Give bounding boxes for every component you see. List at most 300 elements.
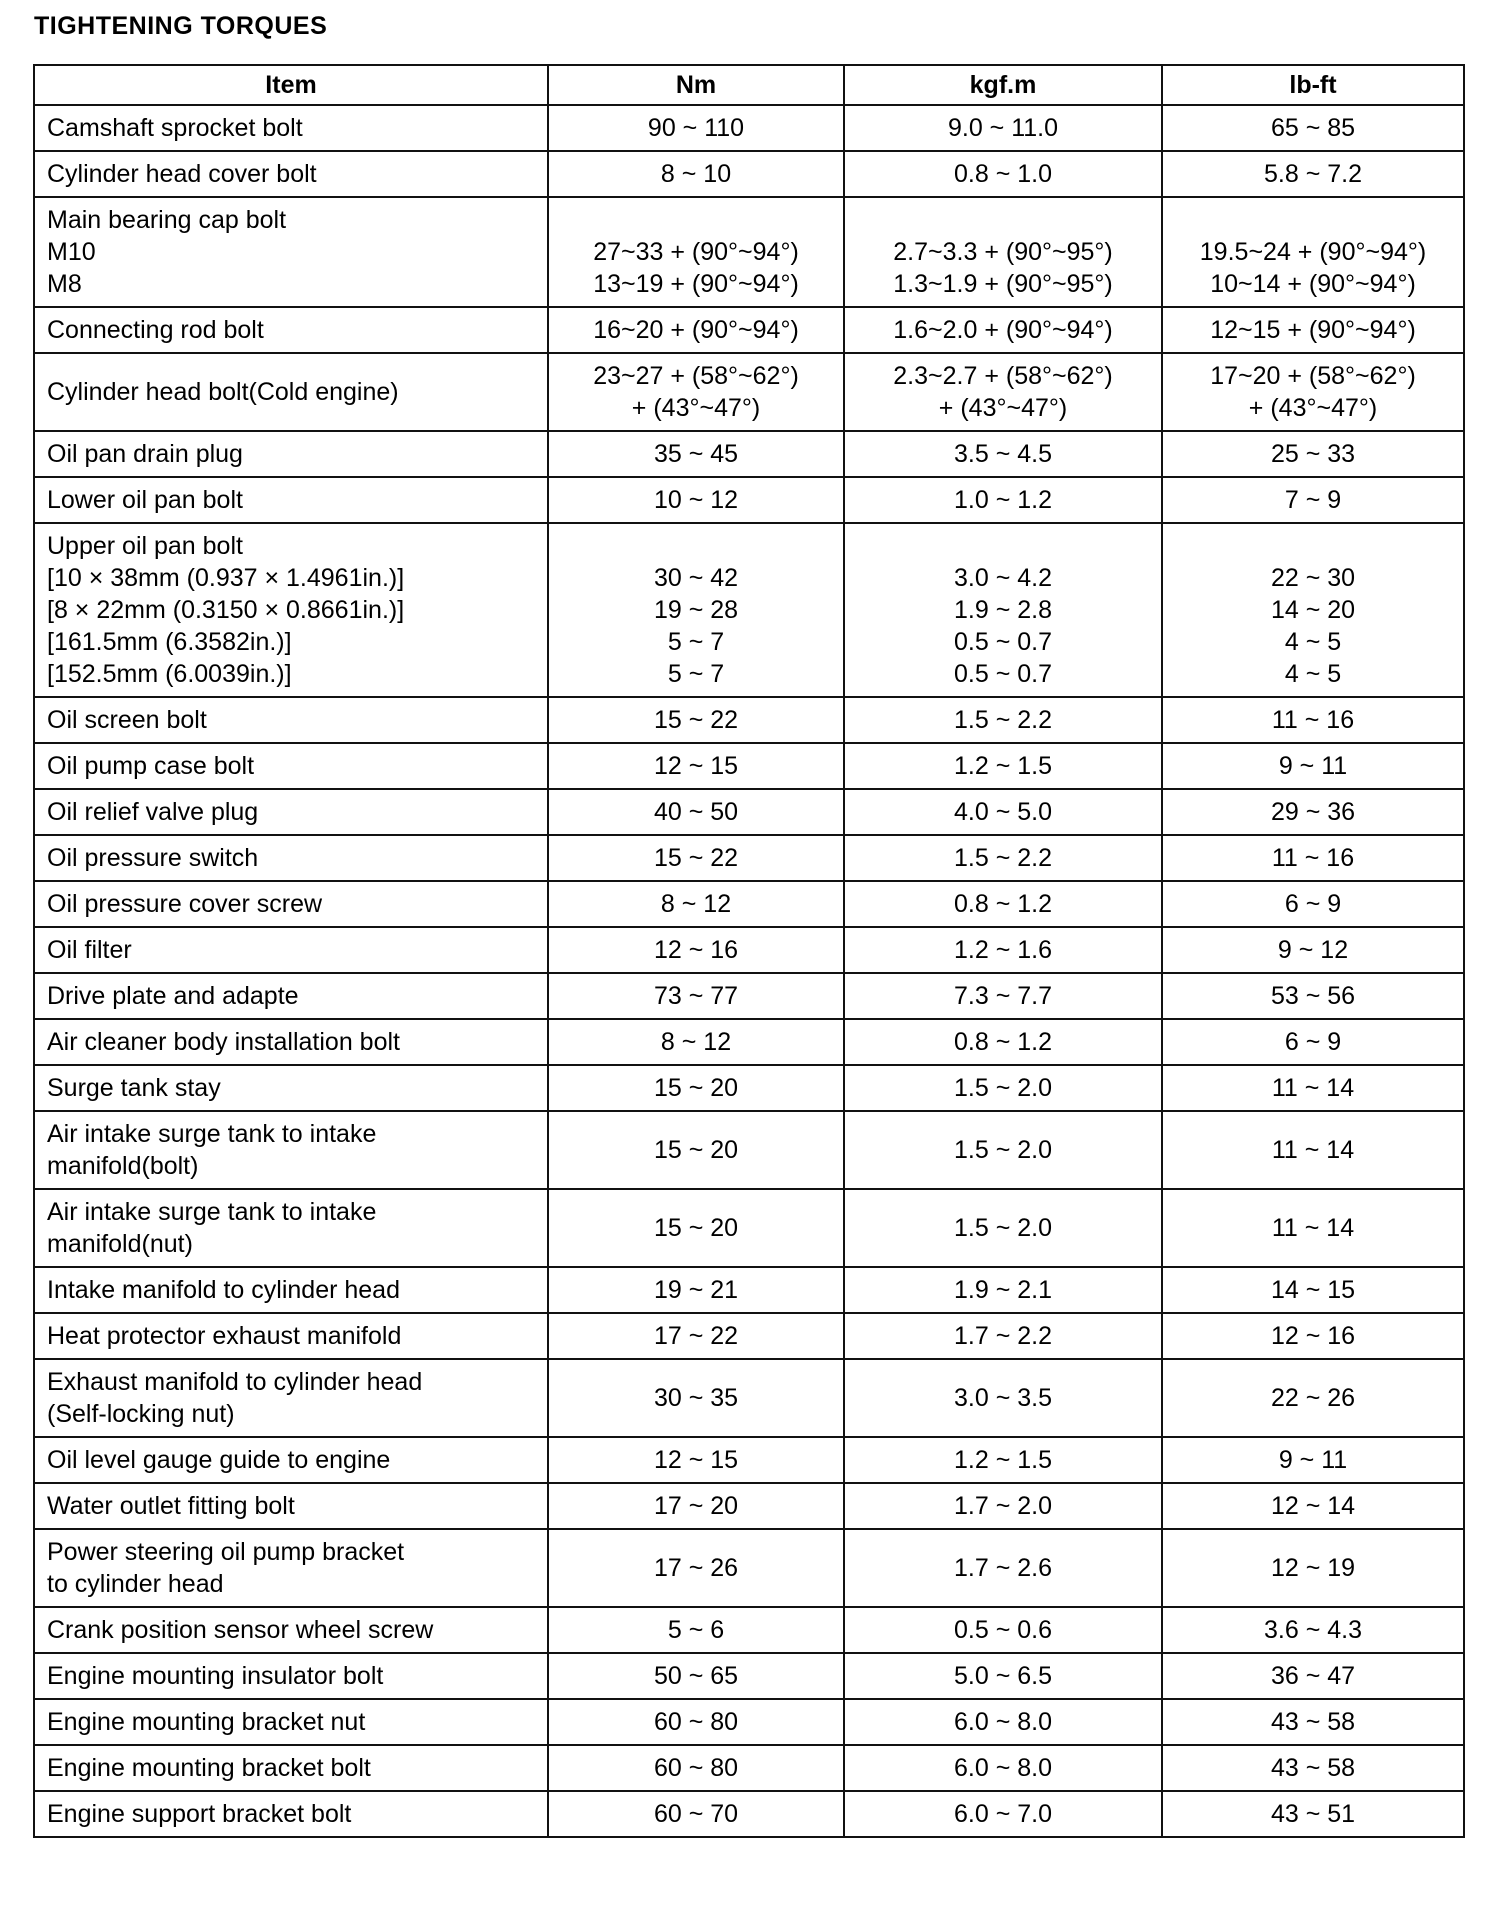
nm-cell [548, 927, 844, 973]
cell-line: Oil level gauge guide to engine [47, 1446, 391, 1474]
cell-line: 3.0 ~ 3.5 [954, 1384, 1052, 1412]
cell-line: Heat protector exhaust manifold [47, 1322, 402, 1350]
table-row [34, 151, 1464, 197]
kgf-m-cell [844, 1653, 1162, 1699]
cell-line: 1.7 ~ 2.0 [954, 1492, 1052, 1520]
item-cell [34, 1607, 548, 1653]
lb-ft-cell [1162, 1267, 1464, 1313]
nm-cell [548, 1359, 844, 1437]
table-row [34, 1111, 1464, 1189]
cell-line: 5.8 ~ 7.2 [1264, 160, 1362, 188]
cell-line: 11 ~ 14 [1271, 1074, 1355, 1102]
kgf-m-cell [844, 697, 1162, 743]
item-cell [34, 1111, 548, 1189]
item-cell [34, 431, 548, 477]
cell-line: 60 ~ 70 [653, 1800, 739, 1828]
cell-line: 43 ~ 51 [1270, 1800, 1356, 1828]
lb-ft-cell [1162, 835, 1464, 881]
cell-line: 3.5 ~ 4.5 [954, 440, 1052, 468]
cell-line: 5 ~ 7 [667, 628, 725, 656]
cell-line: Water outlet fitting bolt [47, 1492, 295, 1520]
cell-line: [10 × 38mm (0.937 × 1.4961in.)] [47, 564, 405, 592]
cell-line: 7 ~ 9 [1284, 486, 1342, 514]
cell-line: 12 ~ 16 [1270, 1322, 1356, 1350]
cell-line: 1.9 ~ 2.1 [954, 1276, 1052, 1304]
kgf-m-cell [844, 477, 1162, 523]
item-cell [34, 789, 548, 835]
kgf-m-cell [844, 1437, 1162, 1483]
cell-line: 0.8 ~ 1.2 [954, 890, 1052, 918]
nm-cell [548, 1019, 844, 1065]
nm-cell [548, 353, 844, 431]
cell-line: 6 ~ 9 [1284, 890, 1342, 918]
table-row [34, 1065, 1464, 1111]
nm-cell [548, 307, 844, 353]
cell-line: 17 ~ 26 [653, 1554, 739, 1582]
cell-line: 6 ~ 9 [1284, 1028, 1342, 1056]
cell-line: 4.0 ~ 5.0 [954, 798, 1052, 826]
cell-line: 1.3~1.9 + (90°~95°) [893, 270, 1113, 298]
cell-line: 11 ~ 16 [1271, 844, 1355, 872]
item-cell [34, 1437, 548, 1483]
cell-line: Oil pressure switch [47, 844, 259, 872]
cell-line: 12 ~ 14 [1270, 1492, 1356, 1520]
nm-cell [548, 105, 844, 151]
nm-cell [548, 1483, 844, 1529]
lb-ft-cell [1162, 1111, 1464, 1189]
lb-ft-cell [1162, 105, 1464, 151]
cell-line: 12 ~ 15 [653, 1446, 739, 1474]
item-cell [34, 1065, 548, 1111]
table-row [34, 1267, 1464, 1313]
cell-line: 4 ~ 5 [1284, 660, 1342, 688]
cell-line: manifold(nut) [47, 1230, 193, 1258]
cell-line: 43 ~ 58 [1270, 1754, 1356, 1782]
item-cell [34, 1313, 548, 1359]
cell-line: 43 ~ 58 [1270, 1708, 1356, 1736]
cell-line: 17 ~ 20 [653, 1492, 739, 1520]
table-header-row [34, 65, 1464, 105]
item-cell [34, 1019, 548, 1065]
table-row [34, 1653, 1464, 1699]
cell-line: (Self-locking nut) [47, 1400, 235, 1428]
table-row [34, 1607, 1464, 1653]
lb-ft-cell [1162, 1745, 1464, 1791]
table-row [34, 697, 1464, 743]
cell-line: 0.5 ~ 0.7 [954, 660, 1052, 688]
item-cell [34, 1359, 548, 1437]
item-cell [34, 353, 548, 431]
nm-cell [548, 1437, 844, 1483]
item-cell [34, 881, 548, 927]
cell-line [561, 204, 831, 236]
cell-line: 11 ~ 14 [1271, 1214, 1355, 1242]
cell-line: 36 ~ 47 [1270, 1662, 1356, 1690]
cell-line: Engine mounting bracket bolt [47, 1754, 371, 1782]
cell-line: 10~14 + (90°~94°) [1210, 270, 1416, 298]
lb-ft-cell [1162, 973, 1464, 1019]
cell-line: 19 ~ 28 [653, 596, 739, 624]
kgf-m-cell [844, 1745, 1162, 1791]
table-row [34, 523, 1464, 697]
table-row [34, 307, 1464, 353]
cell-line: 1.6~2.0 + (90°~94°) [893, 316, 1113, 344]
cell-line: 4 ~ 5 [1284, 628, 1342, 656]
cell-line: Oil pump case bolt [47, 752, 255, 780]
lb-ft-cell [1162, 307, 1464, 353]
table-row [34, 1437, 1464, 1483]
column-header-nm: Nm [548, 65, 844, 105]
cell-line: 17~20 + (58°~62°) [1210, 362, 1416, 390]
cell-line: 17 ~ 22 [653, 1322, 739, 1350]
item-cell [34, 1483, 548, 1529]
cell-line: Power steering oil pump bracket [47, 1538, 405, 1566]
table-body [34, 105, 1464, 1837]
table-row [34, 353, 1464, 431]
cell-line: 12 ~ 19 [1270, 1554, 1356, 1582]
cell-line: 7.3 ~ 7.7 [954, 982, 1052, 1010]
cell-line: Intake manifold to cylinder head [47, 1276, 400, 1304]
lb-ft-cell [1162, 881, 1464, 927]
kgf-m-cell [844, 881, 1162, 927]
cell-line: Oil screen bolt [47, 706, 207, 734]
cell-line: Camshaft sprocket bolt [47, 114, 303, 142]
item-cell [34, 973, 548, 1019]
cell-line: 1.2 ~ 1.5 [954, 1446, 1052, 1474]
cell-line: 15 ~ 20 [653, 1074, 739, 1102]
column-header-lb-ft: lb-ft [1162, 65, 1464, 105]
cell-line: 23~27 + (58°~62°) [593, 362, 799, 390]
cell-line: 0.5 ~ 0.6 [954, 1616, 1052, 1644]
kgf-m-cell [844, 1111, 1162, 1189]
page-title: TIGHTENING TORQUES [34, 12, 328, 40]
cell-line: Air cleaner body installation bolt [47, 1028, 400, 1056]
cell-line: Engine support bracket bolt [47, 1800, 352, 1828]
cell-line: 9.0 ~ 11.0 [947, 114, 1059, 142]
item-cell [34, 105, 548, 151]
cell-line: 15 ~ 22 [653, 844, 739, 872]
cell-line: 15 ~ 22 [653, 706, 739, 734]
table-row [34, 881, 1464, 927]
lb-ft-cell [1162, 353, 1464, 431]
cell-line: 19 ~ 21 [653, 1276, 739, 1304]
cell-line: 3.6 ~ 4.3 [1264, 1616, 1362, 1644]
lb-ft-cell [1162, 1529, 1464, 1607]
cell-line: 6.0 ~ 8.0 [954, 1708, 1052, 1736]
table-row [34, 1019, 1464, 1065]
cell-line: M10 [47, 238, 96, 266]
cell-line: 60 ~ 80 [653, 1754, 739, 1782]
cell-line: M8 [47, 270, 82, 298]
cell-line: + (43°~47°) [1248, 394, 1378, 422]
nm-cell [548, 431, 844, 477]
nm-cell [548, 1791, 844, 1837]
item-cell [34, 1791, 548, 1837]
cell-line: 5.0 ~ 6.5 [954, 1662, 1052, 1690]
cell-line: [152.5mm (6.0039in.)] [47, 660, 292, 688]
cell-line: Oil filter [47, 936, 132, 964]
kgf-m-cell [844, 1019, 1162, 1065]
cell-line: 1.5 ~ 2.2 [954, 706, 1052, 734]
cell-line: 1.5 ~ 2.0 [954, 1074, 1052, 1102]
table-row [34, 789, 1464, 835]
cell-line: 10 ~ 12 [653, 486, 739, 514]
nm-cell [548, 973, 844, 1019]
cell-line [857, 530, 1149, 562]
nm-cell [548, 881, 844, 927]
table-row [34, 1699, 1464, 1745]
cell-line: Engine mounting bracket nut [47, 1708, 366, 1736]
table-row [34, 743, 1464, 789]
item-cell [34, 197, 548, 307]
cell-line: 65 ~ 85 [1270, 114, 1356, 142]
table-row [34, 1189, 1464, 1267]
table-row [34, 431, 1464, 477]
kgf-m-cell [844, 1313, 1162, 1359]
cell-line: + (43°~47°) [631, 394, 761, 422]
item-cell [34, 151, 548, 197]
lb-ft-cell [1162, 1019, 1464, 1065]
cell-line: Crank position sensor wheel screw [47, 1616, 434, 1644]
cell-line: 50 ~ 65 [653, 1662, 739, 1690]
nm-cell [548, 1653, 844, 1699]
cell-line [1175, 204, 1451, 236]
cell-line: 27~33 + (90°~94°) [593, 238, 799, 266]
cell-line: 19.5~24 + (90°~94°) [1199, 238, 1427, 266]
cell-line: Air intake surge tank to intake [47, 1120, 377, 1148]
torque-table [33, 64, 1465, 1838]
cell-line [561, 530, 831, 562]
lb-ft-cell [1162, 1653, 1464, 1699]
cell-line: 2.3~2.7 + (58°~62°) [893, 362, 1113, 390]
cell-line: 0.8 ~ 1.2 [954, 1028, 1052, 1056]
item-cell [34, 1529, 548, 1607]
nm-cell [548, 1111, 844, 1189]
cell-line: 1.5 ~ 2.2 [954, 844, 1052, 872]
cell-line: 11 ~ 14 [1271, 1136, 1355, 1164]
cell-line: 29 ~ 36 [1270, 798, 1356, 826]
kgf-m-cell [844, 1791, 1162, 1837]
kgf-m-cell [844, 307, 1162, 353]
nm-cell [548, 523, 844, 697]
cell-line: 1.7 ~ 2.6 [954, 1554, 1052, 1582]
item-cell [34, 1267, 548, 1313]
table-row [34, 105, 1464, 151]
cell-line: 35 ~ 45 [653, 440, 739, 468]
item-cell [34, 523, 548, 697]
kgf-m-cell [844, 523, 1162, 697]
nm-cell [548, 789, 844, 835]
cell-line: 11 ~ 16 [1271, 706, 1355, 734]
cell-line: 30 ~ 35 [653, 1384, 739, 1412]
cell-line: 5 ~ 7 [667, 660, 725, 688]
cell-line: Oil relief valve plug [47, 798, 259, 826]
cell-line: 8 ~ 10 [660, 160, 732, 188]
lb-ft-cell [1162, 1699, 1464, 1745]
kgf-m-cell [844, 197, 1162, 307]
kgf-m-cell [844, 1189, 1162, 1267]
cell-line: 8 ~ 12 [660, 890, 732, 918]
lb-ft-cell [1162, 697, 1464, 743]
cell-line: 3.0 ~ 4.2 [954, 564, 1052, 592]
nm-cell [548, 1065, 844, 1111]
cell-line: 40 ~ 50 [653, 798, 739, 826]
kgf-m-cell [844, 151, 1162, 197]
cell-line: [161.5mm (6.3582in.)] [47, 628, 292, 656]
lb-ft-cell [1162, 151, 1464, 197]
cell-line: 1.9 ~ 2.8 [954, 596, 1052, 624]
item-cell [34, 927, 548, 973]
lb-ft-cell [1162, 1791, 1464, 1837]
item-cell [34, 697, 548, 743]
cell-line: 0.8 ~ 1.0 [954, 160, 1052, 188]
cell-line: Air intake surge tank to intake [47, 1198, 377, 1226]
table-row [34, 1745, 1464, 1791]
cell-line: + (43°~47°) [938, 394, 1068, 422]
cell-line: 14 ~ 20 [1270, 596, 1356, 624]
cell-line: 73 ~ 77 [653, 982, 739, 1010]
cell-line: Drive plate and adapte [47, 982, 299, 1010]
lb-ft-cell [1162, 523, 1464, 697]
nm-cell [548, 1699, 844, 1745]
table-row [34, 1313, 1464, 1359]
lb-ft-cell [1162, 477, 1464, 523]
item-cell [34, 743, 548, 789]
nm-cell [548, 1189, 844, 1267]
lb-ft-cell [1162, 1359, 1464, 1437]
cell-line: 1.2 ~ 1.5 [954, 752, 1052, 780]
lb-ft-cell [1162, 1189, 1464, 1267]
cell-line [857, 204, 1149, 236]
cell-line: 15 ~ 20 [653, 1214, 739, 1242]
kgf-m-cell [844, 927, 1162, 973]
cell-line: 1.0 ~ 1.2 [954, 486, 1052, 514]
lb-ft-cell [1162, 1607, 1464, 1653]
cell-line: 2.7~3.3 + (90°~95°) [893, 238, 1113, 266]
cell-line: Upper oil pan bolt [47, 532, 243, 560]
cell-line: 1.5 ~ 2.0 [954, 1214, 1052, 1242]
cell-line: 13~19 + (90°~94°) [593, 270, 799, 298]
kgf-m-cell [844, 353, 1162, 431]
nm-cell [548, 1607, 844, 1653]
cell-line: Cylinder head bolt(Cold engine) [47, 378, 399, 406]
table-row [34, 477, 1464, 523]
kgf-m-cell [844, 1267, 1162, 1313]
cell-line: Exhaust manifold to cylinder head [47, 1368, 423, 1396]
item-cell [34, 1699, 548, 1745]
cell-line: 8 ~ 12 [660, 1028, 732, 1056]
nm-cell [548, 477, 844, 523]
nm-cell [548, 743, 844, 789]
lb-ft-cell [1162, 197, 1464, 307]
item-cell [34, 307, 548, 353]
cell-line: 15 ~ 20 [653, 1136, 739, 1164]
kgf-m-cell [844, 743, 1162, 789]
kgf-m-cell [844, 1607, 1162, 1653]
cell-line: 0.5 ~ 0.7 [954, 628, 1052, 656]
kgf-m-cell [844, 1483, 1162, 1529]
cell-line: 22 ~ 26 [1270, 1384, 1356, 1412]
kgf-m-cell [844, 1529, 1162, 1607]
nm-cell [548, 835, 844, 881]
lb-ft-cell [1162, 927, 1464, 973]
lb-ft-cell [1162, 1313, 1464, 1359]
kgf-m-cell [844, 1065, 1162, 1111]
column-header-kgf-m: kgf.m [844, 65, 1162, 105]
lb-ft-cell [1162, 1437, 1464, 1483]
cell-line: 14 ~ 15 [1270, 1276, 1356, 1304]
nm-cell [548, 151, 844, 197]
cell-line: 6.0 ~ 8.0 [954, 1754, 1052, 1782]
kgf-m-cell [844, 105, 1162, 151]
cell-line: 53 ~ 56 [1270, 982, 1356, 1010]
cell-line: to cylinder head [47, 1570, 224, 1598]
cell-line: Cylinder head cover bolt [47, 160, 317, 188]
table-row [34, 1529, 1464, 1607]
kgf-m-cell [844, 835, 1162, 881]
cell-line: Connecting rod bolt [47, 316, 264, 344]
nm-cell [548, 697, 844, 743]
lb-ft-cell [1162, 789, 1464, 835]
item-cell [34, 835, 548, 881]
nm-cell [548, 1313, 844, 1359]
cell-line: 12 ~ 15 [653, 752, 739, 780]
kgf-m-cell [844, 431, 1162, 477]
lb-ft-cell [1162, 1065, 1464, 1111]
cell-line: 5 ~ 6 [667, 1616, 725, 1644]
cell-line: Lower oil pan bolt [47, 486, 243, 514]
cell-line: Oil pan drain plug [47, 440, 243, 468]
item-cell [34, 1653, 548, 1699]
cell-line: Engine mounting insulator bolt [47, 1662, 384, 1690]
cell-line: Surge tank stay [47, 1074, 221, 1102]
nm-cell [548, 197, 844, 307]
lb-ft-cell [1162, 431, 1464, 477]
cell-line: 9 ~ 11 [1278, 1446, 1348, 1474]
cell-line [1175, 530, 1451, 562]
cell-line: 1.7 ~ 2.2 [954, 1322, 1052, 1350]
cell-line: 90 ~ 110 [647, 114, 745, 142]
cell-line: Main bearing cap bolt [47, 206, 287, 234]
table-row [34, 973, 1464, 1019]
item-cell [34, 1745, 548, 1791]
cell-line: 9 ~ 12 [1277, 936, 1349, 964]
nm-cell [548, 1529, 844, 1607]
item-cell [34, 1189, 548, 1267]
table-row [34, 927, 1464, 973]
column-header-item: Item [34, 65, 548, 105]
cell-line: 6.0 ~ 7.0 [954, 1800, 1052, 1828]
cell-line: 25 ~ 33 [1270, 440, 1356, 468]
kgf-m-cell [844, 973, 1162, 1019]
cell-line: 30 ~ 42 [653, 564, 739, 592]
nm-cell [548, 1745, 844, 1791]
cell-line: [8 × 22mm (0.3150 × 0.8661in.)] [47, 596, 405, 624]
lb-ft-cell [1162, 743, 1464, 789]
cell-line: 1.5 ~ 2.0 [954, 1136, 1052, 1164]
table-row [34, 1359, 1464, 1437]
item-cell [34, 477, 548, 523]
nm-cell [548, 1267, 844, 1313]
table-row [34, 835, 1464, 881]
cell-line: 1.2 ~ 1.6 [954, 936, 1052, 964]
cell-line: 22 ~ 30 [1270, 564, 1356, 592]
lb-ft-cell [1162, 1483, 1464, 1529]
cell-line: 16~20 + (90°~94°) [593, 316, 799, 344]
table-row [34, 1483, 1464, 1529]
table-row [34, 1791, 1464, 1837]
cell-line: 12 ~ 16 [653, 936, 739, 964]
